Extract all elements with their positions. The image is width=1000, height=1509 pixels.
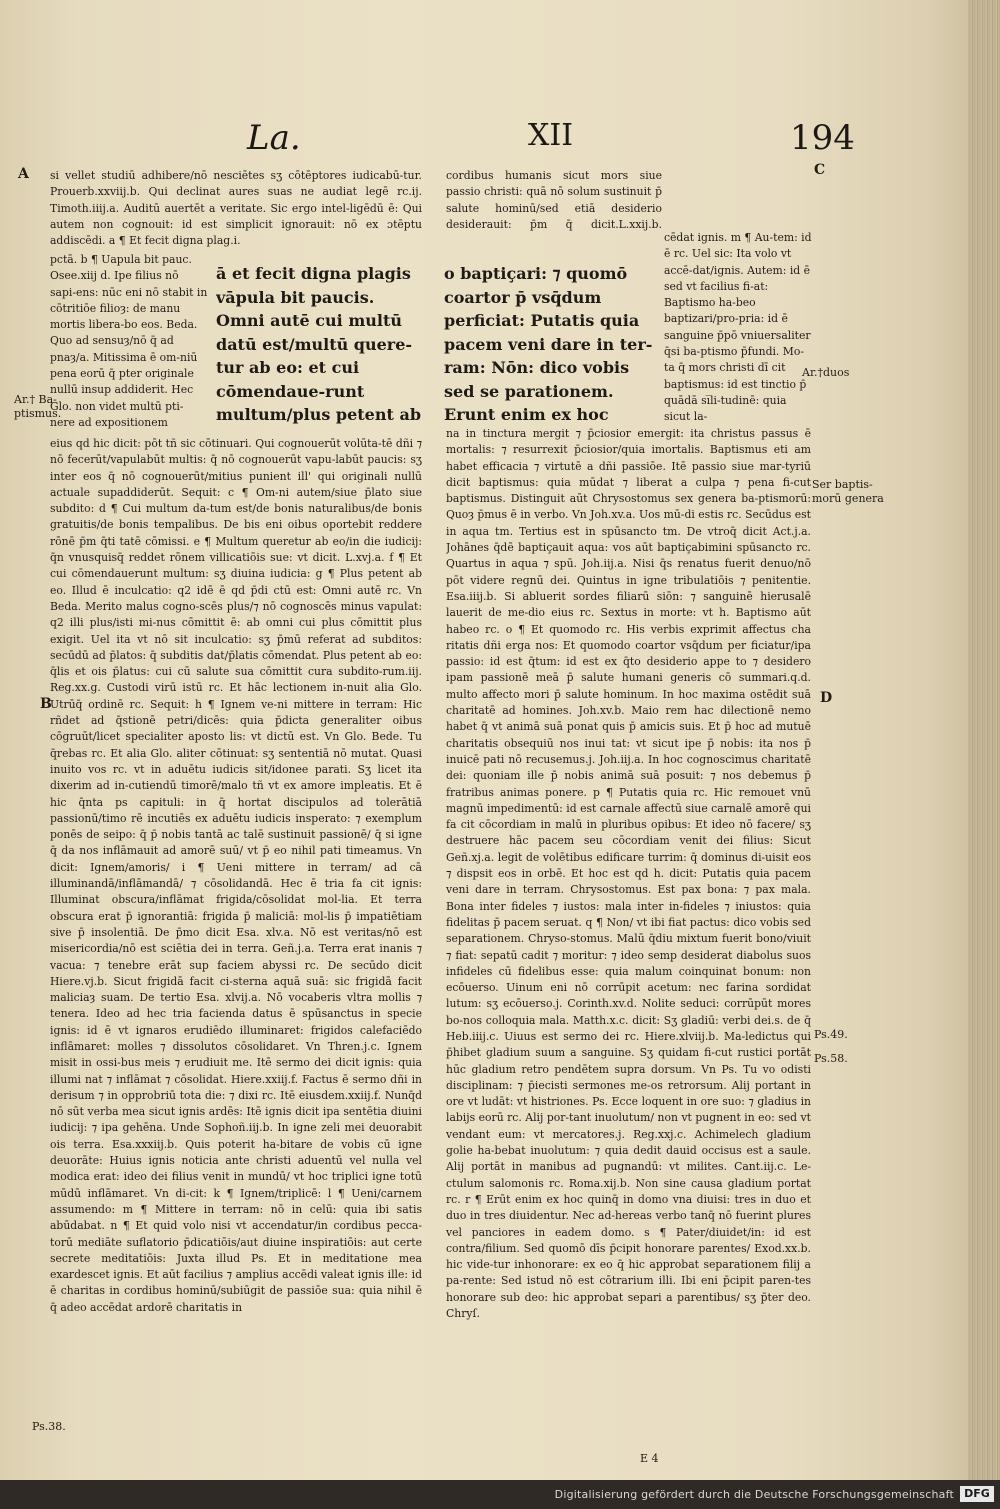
left-column-bottom-text: eius qd hic dicit: pōt tñ sic cōtinuari. Qui cognouerūt volūta-tē dñi ⁊ nō fecerūt/vapulabūt multis: q̄ nō cognouerūt vapu-labūt paucis: sʒ inter eos q̄ nō cognouerūt/mitius punient ill' qui originali nullū actuale supaddiderūt. Sequit: c ¶ Om-ni autem/siue p̄lato siue subdito: d ¶ Cui multum da-tum est/de bonis naturalibus/de bonis gratuitis/de bonis tempalibus. De bis eni oibus oportebit reddere rōnē p̄m q̄ti tatē cōmissi. e ¶ Multum queretur ab eo/in die iudicij: q̄n vnusquisq̄ reddet rōnem villicatiōis sue: vt dicit. L.xvj.a. f ¶ Et cui cōmendauerunt multum: sʒ diuina iudicia: g ¶ Plus petent ab eo. Illud ē inculcatio: q2 idē ē qd p̄di ctū est: Omni autē rc. Vn Beda. Merito malus cogno-scēs plus/⁊ nō cognoscēs minus vapulat: q2 illi plus/isti mi-nus cōmittit ē: ab omni cui plus cōmittit plus exigit. Uel ita vt nō sit inculcatio: sʒ p̄mū referat ad subditos: secūdū ad p̄latos: q̄ subditis dat/p̄latis cōmendat. Plus petent ab eo: q̄lis et ois p̄latus: cui cū salute sua cōmittit cura subdito-rum.iij. Reg.xx.g. Custodi virū istū rc. Et hāc lectionem in-nuit alia Glo. Utrūq̄ ordinē rc. Sequit: h ¶ Ignem ve-ni mittere in terram: Hic rñdet ad q̄stionē petri/dicēs: quia p̄dicta generaliter oibus cōgruūt/licet specialiter aposto lis: vt dictū est. Vn Glo. Bede. Tu q̄rebas rc. Et alia Glo. aliter cōtinuat: sʒ sententiā nō mutat. Quasi inuito vos rc. vt in aduētu iudicis sit/idonee parati. Sʒ licet ita dixerim ad in-cutiendū timorē/malo tñ vt ex amore impleatis. Et ē hic q̄nta ps capituli: in q̄ hortat discipulos ad tolerātiā passionū/timo rē incutiēs ex aduētu iudicis insperato: ⁊ exemplum ponēs de seipo: q̄ p̄ nobis tantā ac talē sustinuit passionē/ q̄ si igne q̄ da nos inflāmauit ad amorē suū/ vt p̄ eo nihil pati timeamus. Vn dicit: Ignem/amoris/ i ¶ Ueni mittere in terram/ ad cā illuminandā/inflāmandā/ ⁊ cōsolidandā. Hec ē tria fa cit ignis: Illuminat obscura/inflāmat frigida/cōsolidat mol-lia. Et terra obscura erat p̄ ignorantiā: frigida p̄ maliciā: mol-lis p̄ impatiētiam sive p̄ insolentiā. De p̄mo dicit Esa. xlv.a. Nō est veritas/nō est misericordia/nō est sciētia dei in terra. Geñ.j.a. Terra erat inanis ⁊ vacua: ⁊ tenebre erāt sup faciem abyssi rc. De secūdo dicit Hiere.vj.b. Sicut frigidā facit ci-sterna aquā suā: sic frigidā facit maliciaȝ suam. De tertio Esa. xlvij.a. Nō vocaberis vltra mollis ⁊ tenera. Ideo ad hec tria facienda datus ē spūsanctus in specie ignis: id ē vt ignaros erudiēdo illuminaret: frigidos calefaciēdo inflāmaret: molles ⁊ dissolutos cōsolidaret. Vn Thren.j.c. Ignem misit in ossi-bus meis ⁊ erudiuit me. Itē sermo dei dicit ignis: quia illumi nat ⁊ inflāmat ⁊ cōsolidat. Hiere.xxiij.f. Factus ē sermo dñi in derisum ⁊ in opprobriū tota die: ⁊ dixi rc. Itē eiusdem.xxiij.f. Nunq̄d nō sūt verba mea sicut ignis ardēs: Itē ignis dicit ipa sentētia diuini iudicij: ⁊ ipa gehēna. Unde Sophoñ.iij.b. In igne zeli mei deuorabit ois terra. Esa.xxxiij.b. Quis poterit ha-bitare de vobis cū igne deuorāte: Huius ignis noticia ante christi aduentū vel nulla vel modica erat: ideo dei filius venit in mundū/ vt hoc triplici igne totū mūdū inflāmaret. Vn di-cit: k ¶ Ignem/triplicē: l ¶ Ueni/carnem assumendo: m ¶ Mittere in terram: nō in celū: quia ibi satis abūdabat. n ¶ Et quid volo nisi vt accendatur/in cordibus pecca-torū mediāte suflatorio p̄dicatiōis/aut diuine inspiratiōis: aut certe secrete meditatiōis: Juxta illud Ps. Et in meditatione mea exardescet ignis. Et aūt facilius ⁊ amplius accēdi valeat ignis ille: id ē charitas in cordibus hominū/subiūgit de passiōe sua: quia nihil ē q̄ adeo accēdat ardorē charitatis in	[50, 437, 422, 1314]
margin-note-genera-1: Ser baptis-	[812, 478, 873, 491]
page-edge-stack	[968, 0, 1000, 1480]
running-head-left: La.	[247, 118, 301, 158]
margin-note-baptismus-2: ptismus.	[14, 407, 62, 420]
right-column-top-text: cordibus humanis sicut mors siue passio christi: quā nō solum sustinuit p̄ salute hominū/sed etiā desiderio desiderauit: p̄m q̄ dicit.L.xxij.b.	[446, 169, 662, 231]
scripture-text-right: o baptiçari: ⁊ quomō coartor p̄ vsq̄dum perficiat: Putatis quia pacem veni dare in ter-ram: Nōn: dico vobis sed se parationem. Erunt enim ex hoc	[444, 264, 653, 424]
right-commentary-column	[446, 168, 811, 1440]
section-marker-d: D	[820, 690, 833, 706]
margin-note-baptismus-1: Ar.† Ba-	[14, 393, 57, 406]
margin-note-duos: Ar.†duos	[802, 366, 850, 379]
left-gloss-block: pctā. b ¶ Uapula bit pauc. Osee.xiij d. Ipe filius nō sapi-ens: nūc eni nō stabit in cōtritiōe filioȝ: de manu mortis libera-bo eos. Beda. Quo ad sensuȝ/nō q̄ ad pnaȝ/a. Mitissima ē om-niū pena eorū q̄ pter originale nullū insup addiderit. Hec Glo. non videt multū pti-nere ad expositionem	[50, 253, 208, 429]
signature-mark: E 4	[640, 1452, 659, 1465]
right-column-bottom-text: na in tinctura mergit ⁊ p̄ciosior emergit: ita christus passus ē mortalis: ⁊ resurrexit p̄ciosior/quia imortalis. Baptismus eti am habet efficacia ⁊ virtutē a dñi passiōe. Itē passio siue mar-tyriū dicit baptismus: quia mūdat ⁊ liberat a culpa ⁊ pena fi-cut baptismus. Distinguit aūt Chrysostomus sex genera ba-ptismorū: Quoȝ p̄mus ē in verbo. Vn Joh.xv.a. Uos mū-di estis rc. Secūdus est in aqua tm. Tertius est in spūsancto tm. De vtroq̄ dicit Act.j.a. Johānes q̄dē baptiçauit aqua: vos aūt baptiçabimini spūsancto rc. Quartus in aqua ⁊ spū. Joh.iij.a. Nisi q̄s renatus fuerit denuo/nō pōt videre regnū dei. Quintus in igne tribulatiōis ⁊ penitentie. Esa.iiij.b. Si abluerit sordes filiarū siōn: ⁊ sanguinē hierusalē lauerit de me-dio eius rc. Sextus in morte: vt h. Baptismo aūt habeo rc. o ¶ Et quomodo rc. His verbis exprimit affectus cha ritatis dñi erga nos: Et quomodo coartor vsq̄dum per ficiatur/ipa passio: id est q̄tum: id est ex q̄to desiderio appe to ⁊ desidero ipam passionē meā p̄ salute humani generis cō summari.q.d. multo affecto mori p̄ salute hominum. In hoc maxima ostēdit suā charitatē ad homines. Joh.xv.b. Maio rem hac dilectionē nemo habet q̄ vt animā suā ponat quis p̄ amicis suis. Et p̄ hoc ad mutuē charitatis obsequiū nos inui tat: vt sicut ipe p̄ nobis: ita nos p̄ inuicē pati nō recusemus.j. Joh.iij.a. In hoc cognoscimus charitatē dei: quoniam ille p̄ nobis animā suā posuit: ⁊ nos debemus p̄ fratribus animas ponere. p ¶ Putatis quia rc. Hic remouet vnū magnū impedimentū: id est carnale affectū siue carnalē amorē qui fa cit cōcordiam in malū in pluribus opibus: Et ideo nō facere/ sʒ destruere hāc pacem seu cōcordiam venit dei filius: Sicut Geñ.xj.a. legit de volētibus edificare turrim: q̄ dominus di-uisit eos ⁊ dispsit eos in orbē. Et hoc est qd h. dicit: Putatis quia pacem veni dare in terram. Chrysostomus. Est pax bona: ⁊ pax mala. Bona inter fideles ⁊ iustos: mala inter in-fideles ⁊ iniustos: quia fidelitas p̄ pacem seruat. q ¶ Non/ vt ibi fiat pactus: dico vobis sed separationem. Chryso-stomus. Malū q̄diu mixtum fuerit bono/viuit ⁊ fiat: sepatū cadit ⁊ moritur: ⁊ ideo semp desiderat diabolus suos infideles cū fidelibus esse: quia malum coinquinat bonum: non ecōuerso. Uinum eni nō corrūpit acetum: nec farina sordidat lutum: sʒ ecōuerso.j. Corinth.xv.d. Nolite seduci: corrūpūt mores bo-nos colloquia mala. Matth.x.c. dicit: Sʒ gladiū: verbi dei.s. de q̄ Heb.iiij.c. Uiuus est sermo dei rc. Hiere.xlviij.b. Ma-ledictus qui p̄hibet gladium suum a sanguine. Sʒ quidam fi-cut rustici portāt hūc gladium retro pendētem supra dorsum. Vn Ps. Tu vo odisti disciplinam: ⁊ p̄iecisti sermones me-os retrorsum. Alij portant in ore vt ludāt: vt histriones. Ps. Ecce loquent in ore suo: ⁊ gladius in labijs eorū rc. Alij por-tant inuolutum/ non vt pugnent in eo: sed vt vendant eum: vt mercatores.j. Reg.xxj.c. Achimelech gladium golie ha-bebat inuolutum: ⁊ quia dedit dauid occisus est a saule. Alij portāt in manibus ad pugnandū: vt milites. Cant.iij.c. Le-ctulum salomonis rc. Roma.xij.b. Non sine causa gladium portat rc. r ¶ Erūt enim ex hoc quinq̄ in domo vna diuisi: tres in duo et duo in tres diuidentur. Nec ad-hereas verbo tanq̄ nō fuerint plures vel panciores in eadem domo. s ¶ Pater/diuidet/in: id est contra/filium. Sed quomō dīs p̄cipit honorare parentes/ Exod.xx.b. hic vide-tur inhonorare: ex eo q̄ hic approbat separationem filij a pa-rente: Sed istud nō est cōtrarium illi. Ibi eni p̄cipit paren-tes honorare sub deo: hic approbat separi a parentibus/ sʒ p̄ter deo. Chryſ.	[446, 427, 811, 1321]
chapter-number: XII	[528, 118, 574, 153]
margin-note-ps49: Ps.49.	[814, 1028, 848, 1041]
section-marker-b: B	[40, 696, 52, 712]
footer-credit: Digitalisierung gefördert durch die Deutsche Forschungsgemeinschaft	[554, 1488, 954, 1501]
scripture-text-left: ā et fecit digna plagis vāpula bit paucis. Omni autē cui multū datū est/multū quere-tur ab eo: et cui cōmendaue-runt multum/plus petent ab	[216, 264, 421, 424]
left-column-top-text: si vellet studiū adhibere/nō nesciētes sʒ cōtēptores iudicabū-tur. Prouerb.xxviij.b. Qui declinat aures suas ne audiat legē rc.ij. Timoth.iiij.a. Auditū auertēt a veritate. Sic ergo intel-ligēdū ē: Qui autem non cognouit: id est simplicit ignorauit: nō ex ɔtēptu addiscēdi. a ¶ Et fecit digna plag.i.	[50, 169, 422, 248]
folio-number: 194	[790, 118, 855, 158]
right-gloss-block: cēdat ignis. m ¶ Au-tem: id ē rc. Uel sic: Ita volo vt accē-dat/ignis. Autem: id ē sed vt facilius fi-at: Baptismo ha-beo baptizari/pro-pria: id ē sanguine p̄pō vniuersaliter q̄si ba-ptismo p̄fundi. Mo-ta q̄ mors christi dī cit baptismus: id est tinctio p̄ quādā si̅li-tudinē: quia sicut la-	[664, 231, 812, 424]
margin-note-genera-2: morū genera	[812, 492, 884, 505]
margin-note-ps58: Ps.58.	[814, 1052, 848, 1065]
margin-note-ps38: Ps.38.	[32, 1420, 66, 1433]
dfg-logo: DFG	[960, 1486, 994, 1502]
section-marker-a: A	[18, 166, 29, 182]
section-marker-c: C	[814, 162, 826, 178]
